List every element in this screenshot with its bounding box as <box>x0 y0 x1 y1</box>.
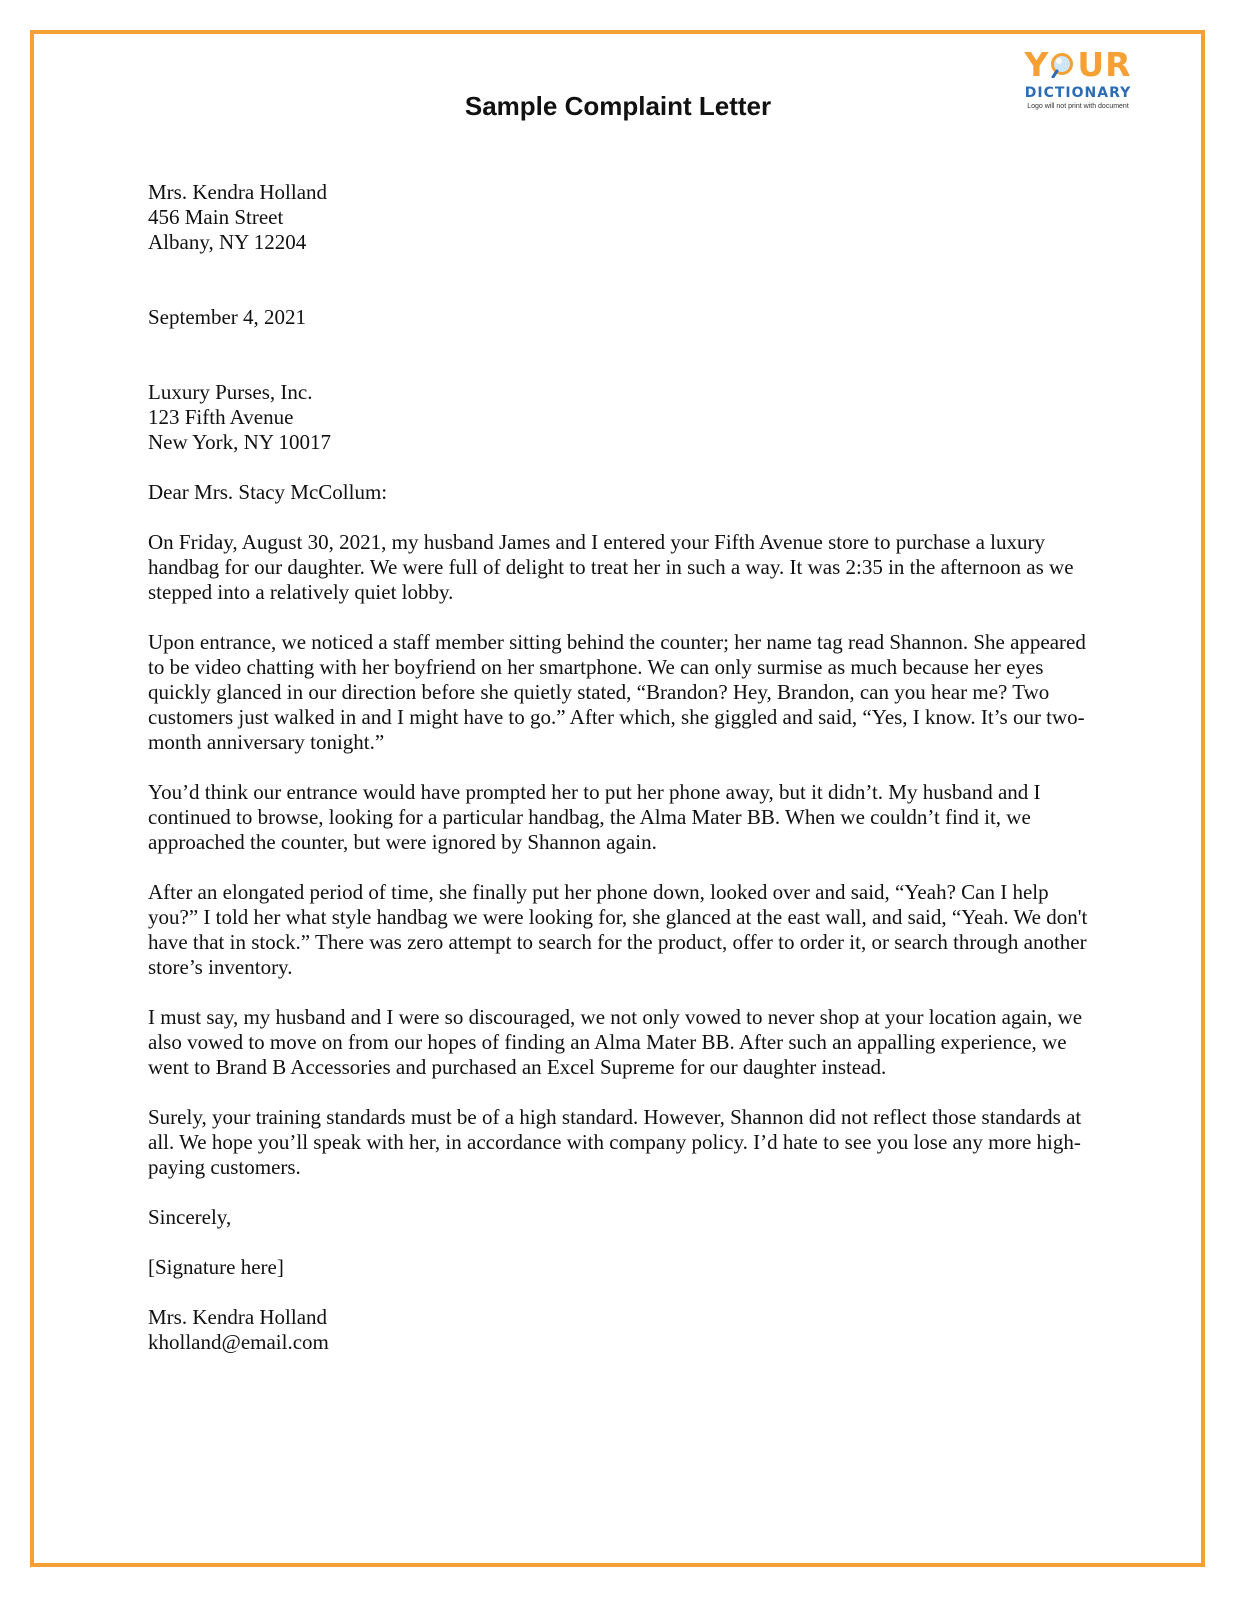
body-paragraph: Surely, your training standards must be of a high standard. However, Shannon did not reflect those standards at all. We hope you’ll speak with her, in accordance with company policy. I’d hate to see you lose any more high-paying customers. <box>148 1105 1082 1179</box>
signer-name: Mrs. Kendra Holland <box>148 1305 328 1329</box>
sender-line: Albany, NY 12204 <box>148 230 307 254</box>
recipient-line: New York, NY 10017 <box>148 430 331 454</box>
signer-email: kholland@email.com <box>148 1330 329 1354</box>
letter-body <box>148 180 1098 1355</box>
body-paragraph: I must say, my husband and I were so discouraged, we not only vowed to never shop at your location again, we also vowed to move on from our hopes of finding an Alma Mater BB. After such an appalling experience, we went to Brand B Accessories and purchased an Excel Supreme for our daughter instead. <box>148 1005 1083 1079</box>
closing: Sincerely, <box>148 1205 232 1229</box>
logo-note: Logo will not print with document <box>1027 103 1129 110</box>
body-paragraph: You’d think our entrance would have prompted her to put her phone away, but it didn’t. My husband and I continued to browse, looking for a particular handbag, the Alma Mater BB. When we couldn’t find it, we approached the counter, but were ignored by Shannon again. <box>148 780 1041 854</box>
salutation: Dear Mrs. Stacy McCollum: <box>148 480 388 504</box>
page-title: Sample Complaint Letter <box>464 91 772 121</box>
logo-letters-ur: UR <box>1077 45 1132 84</box>
body-paragraph: After an elongated period of time, she finally put her phone down, looked over and said, “Yeah? Can I help you?” I told her what style handbag we were looking for, she glanced at the east wall, and said, “Yeah. We don't have that in stock.” There was zero attempt to search for the product, offer to order it, or search through another store’s inventory. <box>148 880 1088 979</box>
recipient-line: Luxury Purses, Inc. <box>148 380 313 404</box>
logo-wordmark <box>1017 47 1139 83</box>
sender-line: Mrs. Kendra Holland <box>148 180 328 204</box>
body-paragraph: On Friday, August 30, 2021, my husband James and I entered your Fifth Avenue store to purchase a luxury handbag for our daughter. We were full of delight to treat her in such a way. It was 2:35 in the afternoon as we stepped into a relatively quiet lobby. <box>148 530 1074 604</box>
letter-date: September 4, 2021 <box>148 305 307 329</box>
sender-address <box>148 180 1098 255</box>
sender-line: 456 Main Street <box>148 205 284 229</box>
logo-letter-y: Y <box>1024 45 1050 84</box>
body-paragraph: Upon entrance, we noticed a staff member sitting behind the counter; her name tag read Shannon. She appeared to be video chatting with her boyfriend on her smartphone. We can only surmise as much because her eyes quickly glanced in our direction before she quietly stated, “Brandon? Hey, Brandon, can you hear me? Two customers just walked in and I might have to go.” After which, she giggled and said, “Yes, I know. It’s our two-month anniversary tonight.” <box>148 630 1086 754</box>
recipient-line: 123 Fifth Avenue <box>148 405 294 429</box>
magnifying-glass-icon <box>1050 52 1076 78</box>
recipient-address <box>148 380 1098 455</box>
signature-placeholder: [Signature here] <box>148 1255 284 1279</box>
logo-subtitle: DICTIONARY <box>1024 85 1132 101</box>
